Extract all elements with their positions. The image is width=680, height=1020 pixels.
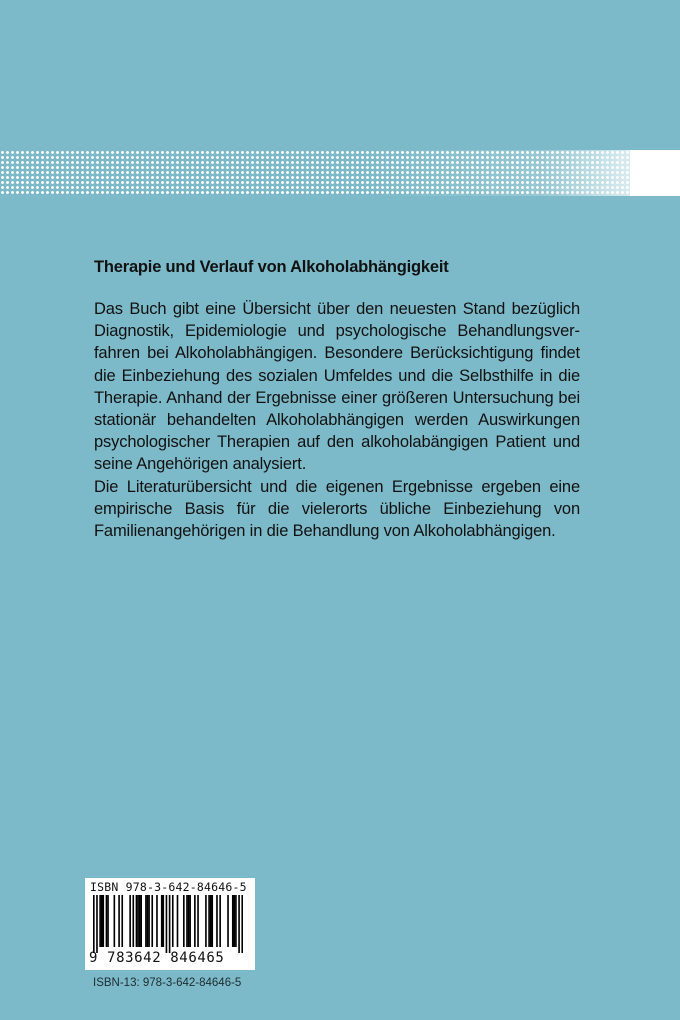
barcode-bar xyxy=(106,895,108,947)
barcode-bar xyxy=(188,895,190,947)
barcode-bar xyxy=(197,895,199,947)
barcode-bar xyxy=(219,895,221,947)
blurb-paragraph-1: Das Buch gibt eine Übersicht über den neuesten Stand bezüglich Diagnostik, Epidemiologie und psychologische Behandlungsverfahren bei Alkoholabhängigen. Besondere Berücksichtigung findet die Einbeziehung des sozialen Umfeldes und die Selbsthilfe in die Therapie. Anhand der Ergebnisse einer größeren Untersuchung bei stationär behandelten Alkoholabhängigen werden Auswirkungen psychologischer Therapien auf den alkoholabängigen Patient und seine Angehörigen analysiert. xyxy=(94,300,580,474)
barcode-bar xyxy=(232,895,234,947)
barcode-bar xyxy=(238,895,240,953)
barcode-bar xyxy=(227,895,229,947)
barcode-bar xyxy=(118,895,120,947)
barcode-bar xyxy=(189,895,191,947)
barcode-box xyxy=(85,878,255,970)
book-title: Therapie und Verlauf von Alkoholabhängigkeit xyxy=(94,258,449,276)
barcode-bar xyxy=(151,895,153,947)
barcode-bar xyxy=(194,895,196,947)
barcode-bar xyxy=(172,895,174,947)
barcode-bar xyxy=(93,895,95,953)
barcode-bar xyxy=(205,895,207,947)
halftone-band xyxy=(0,150,680,196)
barcode-bar xyxy=(148,895,150,947)
barcode-bar xyxy=(210,895,212,947)
barcode-bar xyxy=(216,895,218,947)
barcode-bar xyxy=(145,895,147,947)
barcode-bar xyxy=(186,895,188,947)
barcode-bar xyxy=(235,895,237,947)
barcode-bar xyxy=(161,895,163,947)
barcode-bar xyxy=(241,895,243,953)
barcode-bar xyxy=(102,895,104,947)
barcode-digits: 9 783642 846465 xyxy=(89,950,225,966)
barcode-bar xyxy=(211,895,213,947)
barcode-bar xyxy=(156,895,158,947)
blurb-paragraph-2: Die Literaturübersicht und die eigenen Ergebnisse ergeben eine empirische Basis für die vielerorts übliche Einbeziehung von Familienangehörigen in die Behandlung von Alkoholabhängigen. xyxy=(94,477,580,541)
barcode-bar xyxy=(147,895,149,947)
barcode-bar xyxy=(139,895,141,947)
barcode-bar xyxy=(137,895,139,947)
blurb xyxy=(94,298,580,542)
barcode-bar xyxy=(132,895,134,947)
barcode-bar xyxy=(96,895,98,953)
halftone-band-solid-end xyxy=(630,150,680,196)
barcode-bar xyxy=(101,895,103,947)
barcode-bar xyxy=(177,895,179,947)
barcode-bar xyxy=(114,895,116,947)
barcode-bar xyxy=(99,895,101,947)
barcode-bar xyxy=(183,895,185,947)
barcode-bar xyxy=(107,895,109,947)
barcode-bar xyxy=(234,895,236,947)
barcode-bar xyxy=(208,895,210,947)
barcode-bars xyxy=(93,895,243,953)
barcode-bar xyxy=(162,895,164,947)
barcode-bar xyxy=(121,895,123,947)
barcode-bar xyxy=(140,895,142,947)
barcode-isbn-label: ISBN 978-3-642-84646-5 xyxy=(90,880,247,894)
isbn-13-label: ISBN-13: 978-3-642-84646-5 xyxy=(93,977,242,989)
barcode-bar xyxy=(129,895,131,947)
barcode-bar xyxy=(136,895,138,947)
barcode-bar xyxy=(166,895,168,953)
barcode-bar xyxy=(169,895,171,953)
